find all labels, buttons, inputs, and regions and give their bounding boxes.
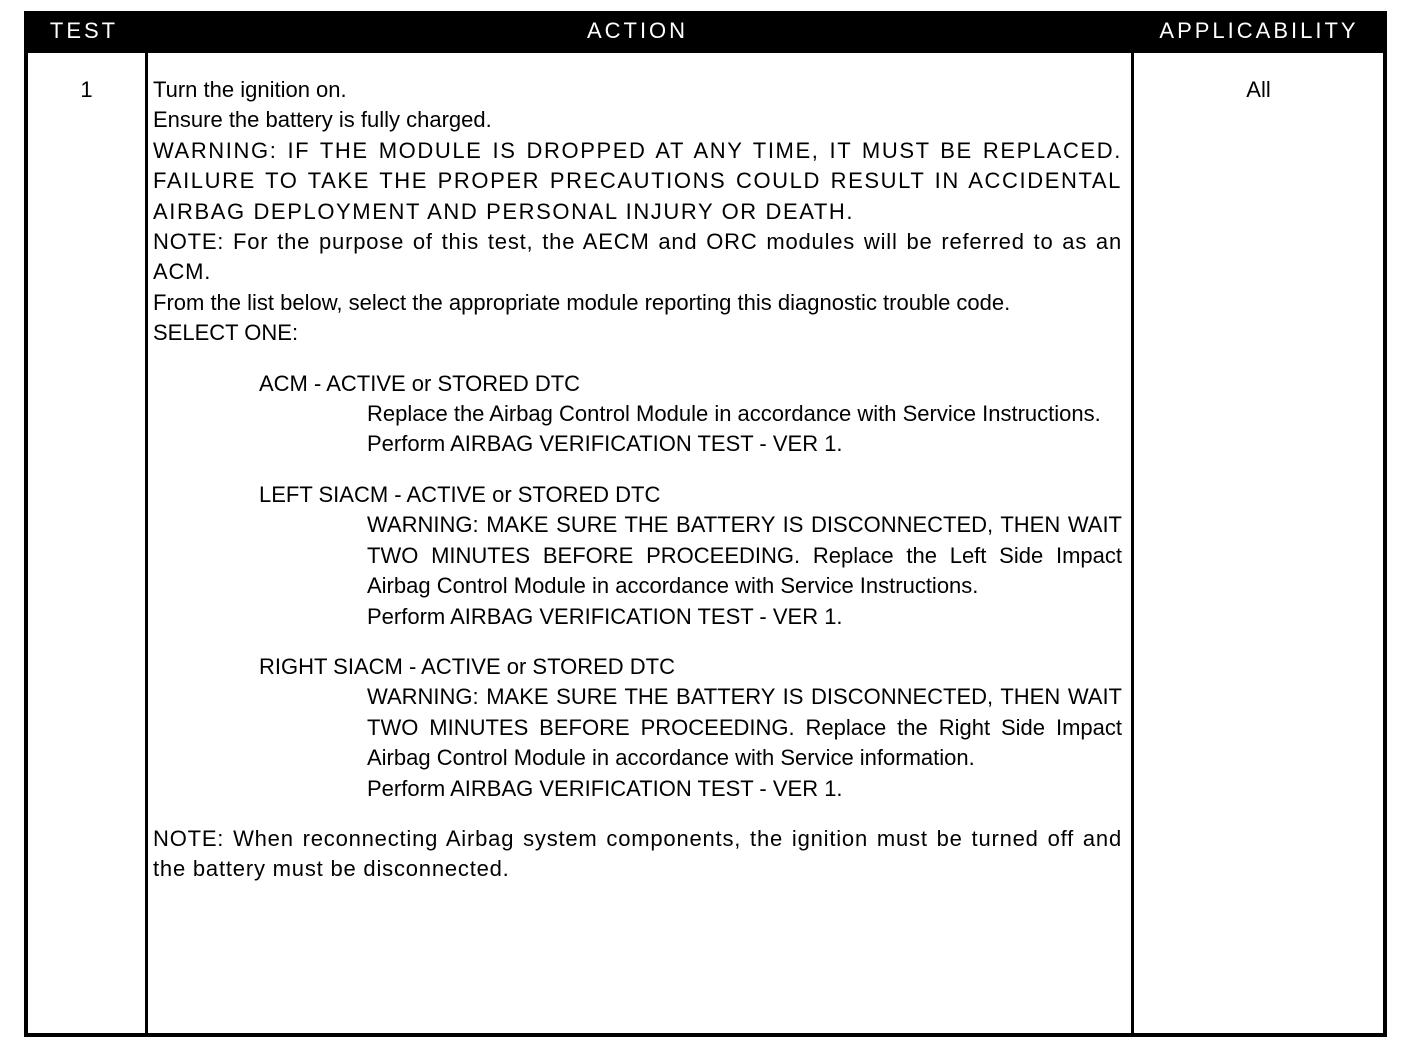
header-action: ACTION [586, 18, 689, 43]
option-perform-left-siacm: Perform AIRBAG VERIFICATION TEST - VER 1. [367, 603, 843, 629]
option-title-left-siacm: LEFT SIACM - ACTIVE or STORED DTC [259, 481, 661, 507]
test-cell [28, 53, 145, 1033]
diagnostic-test-table [24, 11, 1387, 1037]
header-test: TEST [49, 18, 119, 43]
option-title-acm: ACM - ACTIVE or STORED DTC [259, 370, 581, 396]
option-perform-acm: Perform AIRBAG VERIFICATION TEST - VER 1. [367, 431, 843, 457]
select-module-instruction: From the list below, select the appropriate module reporting this diagnostic trouble code. [153, 289, 1011, 315]
option-title-right-siacm: RIGHT SIACM - ACTIVE or STORED DTC [259, 653, 676, 679]
option-body-right-siacm: WARNING: MAKE SURE THE BATTERY IS DISCONNECTED, THEN WAIT TWO MINUTES BEFORE PROCEEDING. Replace the Right Side Impact Airbag Control Module in accordance with Service information. [367, 684, 1122, 771]
table-header [24, 11, 1387, 51]
step-ignition-on: Turn the ignition on. [153, 77, 347, 102]
applicability-cell [1134, 53, 1383, 1033]
option-body-left-siacm: WARNING: MAKE SURE THE BATTERY IS DISCONNECTED, THEN WAIT TWO MINUTES BEFORE PROCEEDING. Replace the Left Side Impact Airbag Control Module in accordance with Service Instructions. [367, 512, 1122, 599]
select-one-label: SELECT ONE: [153, 320, 299, 346]
step-battery-charged: Ensure the battery is fully charged. [153, 107, 492, 133]
test-number: 1 [80, 77, 93, 102]
option-body-acm: Replace the Airbag Control Module in accordance with Service Instructions. [367, 401, 1101, 427]
reconnect-note: NOTE: When reconnecting Airbag system components, the ignition must be turned off and the battery must be disconnected. [153, 825, 1122, 882]
header-applicability: APPLICABILITY [1159, 18, 1359, 43]
applicability-value: All [1246, 77, 1271, 102]
acm-note: NOTE: For the purpose of this test, the AECM and ORC modules will be referred to as an ACM. [153, 229, 1122, 285]
option-perform-right-siacm: Perform AIRBAG VERIFICATION TEST - VER 1. [367, 775, 843, 801]
module-dropped-warning: WARNING: IF THE MODULE IS DROPPED AT ANY TIME, IT MUST BE REPLACED. FAILURE TO TAKE THE PROPER PRECAUTIONS COULD RESULT IN ACCIDENTAL AIRBAG DEPLOYMENT AND PERSONAL INJURY OR DEATH. [153, 137, 1122, 224]
action-text [153, 75, 1122, 885]
action-cell [148, 53, 1131, 1033]
